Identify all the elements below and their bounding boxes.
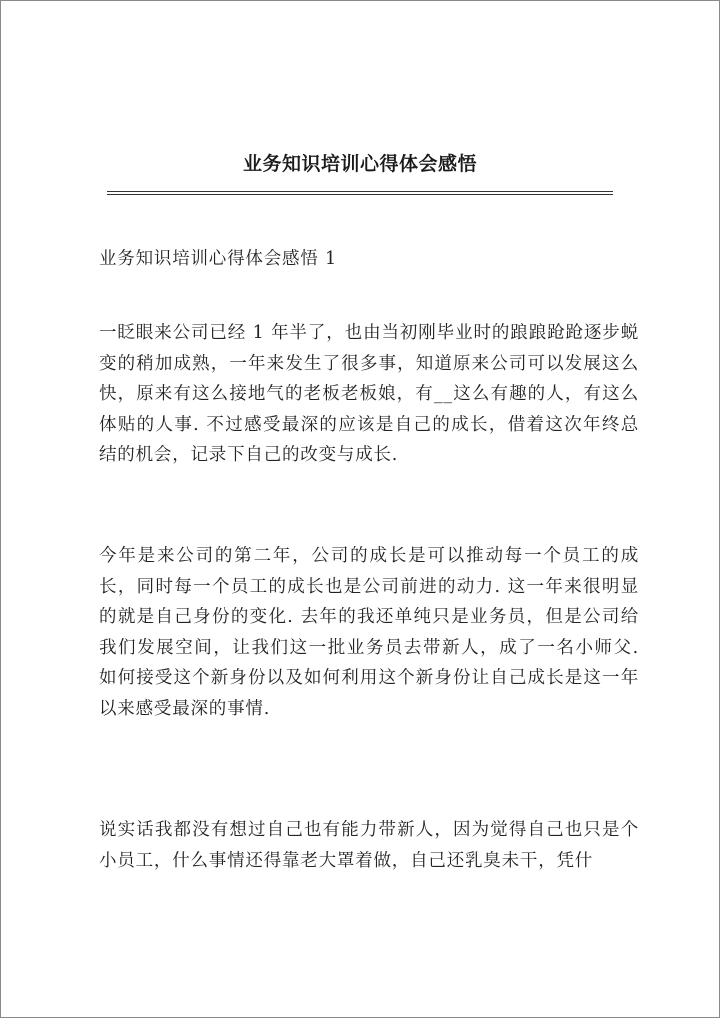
section-heading: 业务知识培训心得体会感悟 1 [99, 249, 337, 269]
title-divider [107, 191, 613, 195]
paragraph-3: 说实话我都没有想过自己也有能力带新人，因为觉得自己也只是个小员工，什么事情还得靠老大罩着做，自己还乳臭未干，凭什 [99, 820, 639, 871]
paragraph-1: 一眨眼来公司已经 1 年半了，也由当初刚毕业时的踉踉跄跄逐步蜕变的稍加成熟，一年来发生了很多事，知道原来公司可以发展这么快，原来有这么接地气的老板老板娘，有__这么有趣的人，有这么体贴的人事. 不过感受最深的应该是自己的成长，借着这次年终总结的机会，记录下自己的改变与成长. [99, 323, 639, 465]
document-title: 业务知识培训心得体会感悟 [242, 153, 477, 175]
paragraph-2: 今年是来公司的第二年，公司的成长是可以推动每一个员工的成长，同时每一个员工的成长也是公司前进的动力. 这一年来很明显的就是自己身份的变化. 去年的我还单纯只是业务员，但是公司给我们发展空间，让我们这一批业务员去带新人，成了一名小师父. 如何接受这个新身份以及如何利用这个新身份让自己成长是这一年以来感受最深的事情. [99, 546, 639, 719]
